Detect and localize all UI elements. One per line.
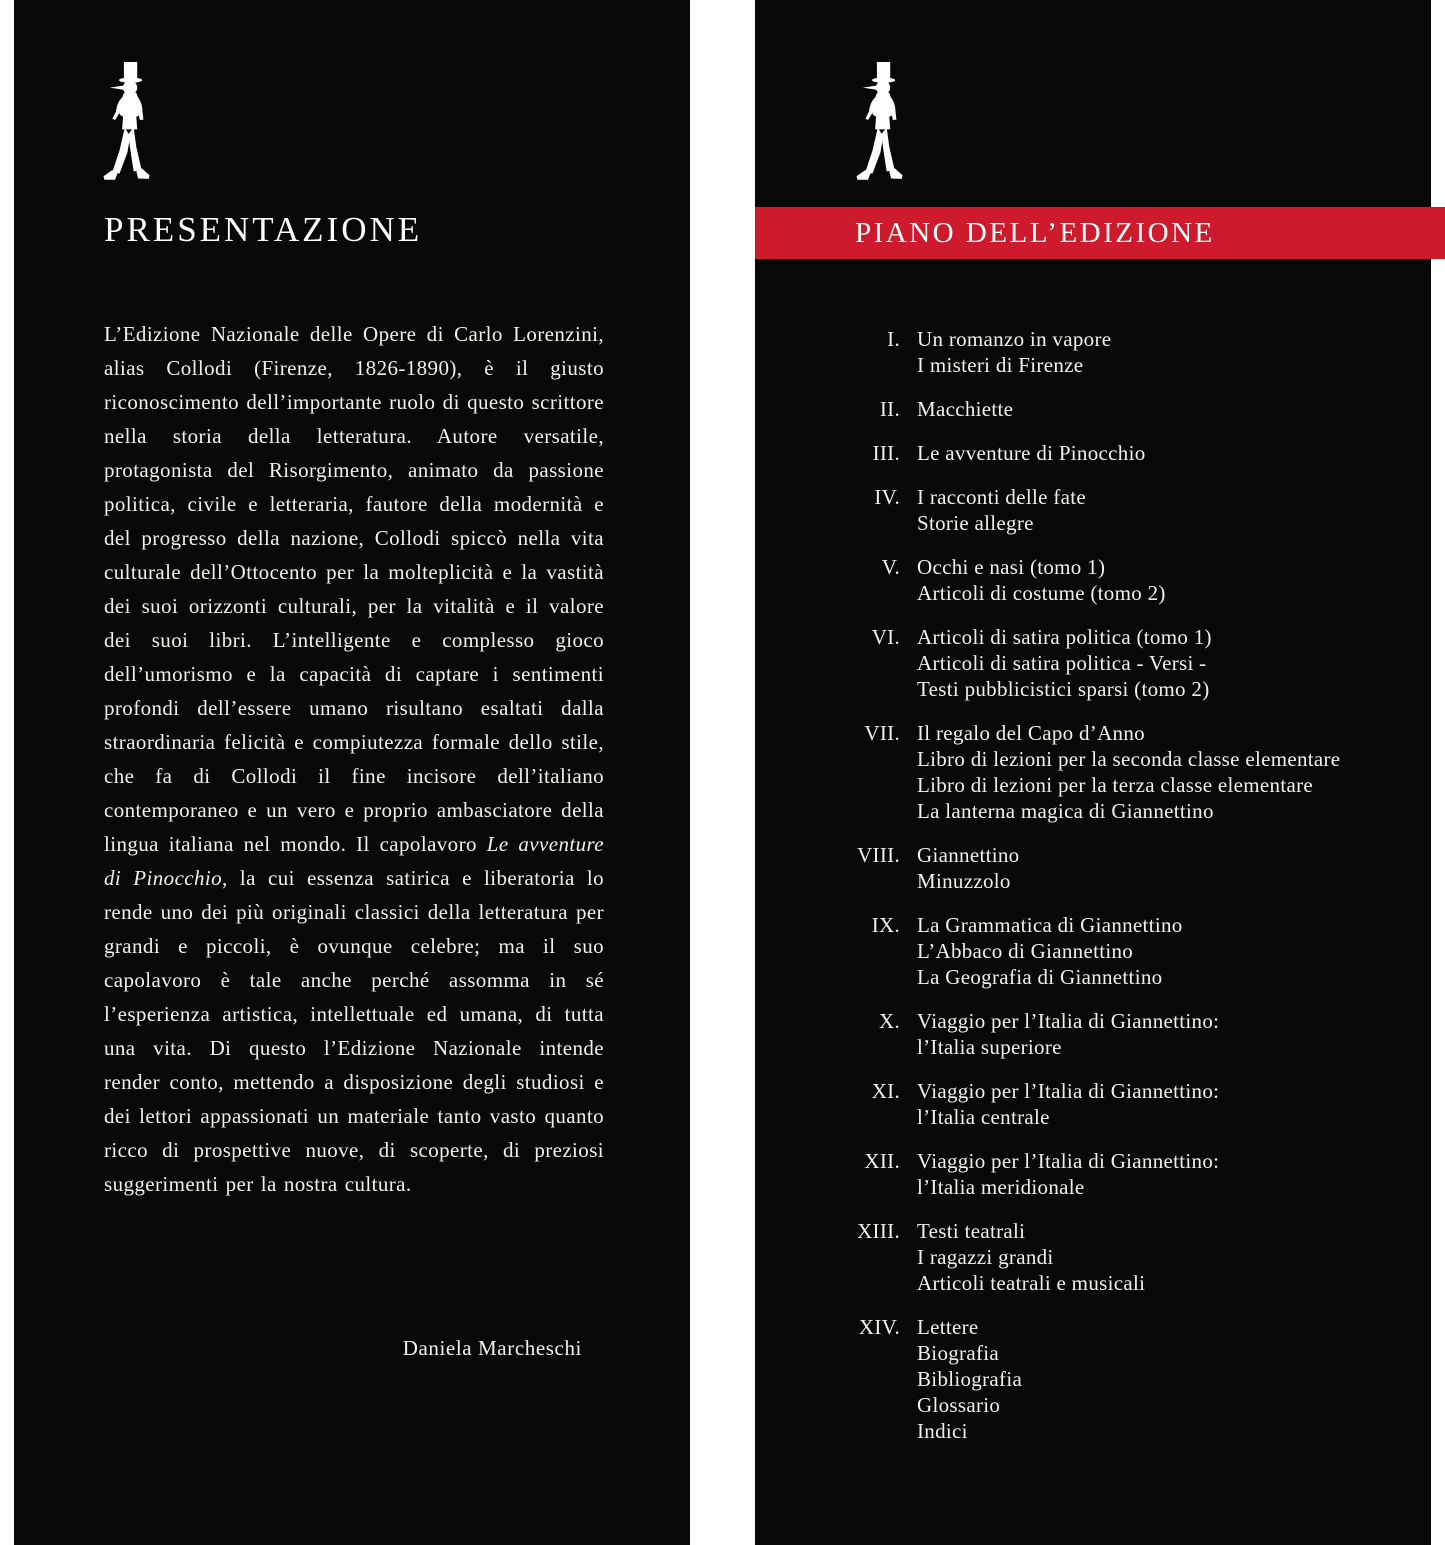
item-titles [917, 1078, 1219, 1130]
item-title-line: I racconti delle fate [917, 485, 1086, 509]
item-title-line: I misteri di Firenze [917, 353, 1084, 377]
item-titles [917, 720, 1340, 824]
item-titles [917, 842, 1019, 894]
pinocchio-silhouette-icon [853, 58, 915, 190]
item-numeral: X. [878, 1009, 900, 1033]
book-title-italic: Le avventure di Pinocchio [104, 832, 604, 890]
list-item [755, 1148, 1403, 1200]
item-titles [917, 484, 1086, 536]
list-item [755, 1008, 1403, 1060]
item-titles [917, 1008, 1219, 1060]
item-title-line: Minuzzolo [917, 869, 1011, 893]
item-numeral: VI. [871, 625, 900, 649]
item-title-line: Articoli di satira politica (tomo 1) [917, 625, 1212, 649]
item-title-line: Glossario [917, 1393, 1001, 1417]
item-title-line: Articoli di satira politica - Versi - [917, 651, 1207, 675]
list-item [755, 1078, 1403, 1130]
list-item [755, 842, 1403, 894]
item-title-line: Articoli di costume (tomo 2) [917, 581, 1166, 605]
item-numeral: XI. [871, 1079, 900, 1103]
list-item [755, 554, 1403, 606]
item-title-line: Il regalo del Capo d’Anno [917, 721, 1145, 745]
item-titles [917, 1218, 1145, 1296]
presentation-panel [14, 0, 690, 1545]
presentation-body [104, 317, 604, 1201]
list-item [755, 912, 1403, 990]
item-title-line: Lettere [917, 1315, 979, 1339]
item-titles [917, 554, 1166, 606]
edition-plan-banner [755, 207, 1445, 259]
item-title-line: l’Italia superiore [917, 1035, 1062, 1059]
item-titles [917, 1148, 1219, 1200]
item-title-line: Indici [917, 1419, 968, 1443]
list-item [755, 440, 1403, 466]
item-title-line: Giannettino [917, 843, 1020, 867]
item-title-line: Testi pubblicistici sparsi (tomo 2) [917, 677, 1210, 701]
presentation-title: PRESENTAZIONE [104, 210, 423, 249]
item-titles [917, 624, 1212, 702]
item-numeral: XIV. [858, 1315, 900, 1339]
item-title-line: l’Italia centrale [917, 1105, 1050, 1129]
list-item [755, 1314, 1403, 1444]
item-title-line: Storie allegre [917, 511, 1034, 535]
item-title-line: Libro di lezioni per la terza classe elementare [917, 773, 1313, 797]
item-numeral: XIII. [857, 1219, 900, 1243]
item-numeral: IX. [871, 913, 900, 937]
item-title-line: Viaggio per l’Italia di Giannettino: [917, 1079, 1220, 1103]
item-title-line: Articoli teatrali e musicali [917, 1271, 1146, 1295]
item-title-line: Libro di lezioni per la seconda classe elementare [917, 747, 1341, 771]
item-title-line: La Grammatica di Giannettino [917, 913, 1183, 937]
list-item [755, 624, 1403, 702]
item-title-line: I ragazzi grandi [917, 1245, 1054, 1269]
list-item [755, 720, 1403, 824]
item-numeral: IV. [874, 485, 900, 509]
item-title-line: Occhi e nasi (tomo 1) [917, 555, 1106, 579]
item-numeral: VIII. [857, 843, 900, 867]
list-item [755, 484, 1403, 536]
item-titles [917, 326, 1111, 378]
item-title-line: Biografia [917, 1341, 1000, 1365]
presentation-body-part2: , la cui essenza satirica e liberatoria lo rende uno dei più originali classici della letteratura per grandi e piccoli, è ovunque celebre; ma il suo capolavoro è tale anche perché assomma in sé l’esperienza artistica, intellettuale ed umana, di tutta una vita. Di questo l’Edizione Nazionale intende render conto, mettendo a disposizione degli studiosi e dei lettori appassionati un materiale tanto vasto quanto ricco di prospettive nuove, di scoperte, di preziosi suggerimenti per la nostra cultura. [104, 866, 604, 1196]
item-titles [917, 1314, 1022, 1444]
pinocchio-silhouette-icon [100, 58, 162, 190]
list-item [755, 396, 1403, 422]
item-title-line: La lanterna magica di Giannettino [917, 799, 1214, 823]
item-numeral: XII. [864, 1149, 900, 1173]
item-numeral: III. [872, 441, 900, 465]
item-title-line: Testi teatrali [917, 1219, 1026, 1243]
item-title-line: Macchiette [917, 397, 1014, 421]
item-titles [917, 440, 1146, 466]
item-title-line: Viaggio per l’Italia di Giannettino: [917, 1009, 1220, 1033]
author-signature: Daniela Marcheschi [402, 1336, 582, 1360]
item-numeral: VII. [864, 721, 900, 745]
presentation-body-part1: L’Edizione Nazionale delle Opere di Carlo Lorenzini, alias Collodi (Firenze, 1826-1890), è il giusto riconoscimento dell’importante ruolo di questo scrittore nella storia della letteratura. Autore versatile, protagonista del Risorgimento, animato da passione politica, civile e letteraria, fautore della modernità e del progresso della nazione, Collodi spiccò nella vita culturale dell’Ottocento per la molteplicità e la vastità dei suoi orizzonti culturali, per la vitalità e il valore dei suoi libri. L’intelligente e complesso gioco dell’umorismo e la capacità di captare i sentimenti profondi dell’essere umano risultano esaltati dalla straordinaria felicità e compiutezza formale dello stile, che fa di Collodi il fine incisore dell’italiano contemporaneo e un vero e proprio ambasciatore della lingua italiana nel mondo. Il capolavoro [104, 322, 604, 856]
item-numeral: I. [887, 327, 900, 351]
item-title-line: Viaggio per l’Italia di Giannettino: [917, 1149, 1220, 1173]
item-titles [917, 396, 1013, 422]
item-title-line: Bibliografia [917, 1367, 1023, 1391]
item-numeral: II. [879, 397, 900, 421]
item-title-line: l’Italia meridionale [917, 1175, 1085, 1199]
item-title-line: Un romanzo in vapore [917, 327, 1112, 351]
item-titles [917, 912, 1183, 990]
item-title-line: Le avventure di Pinocchio [917, 441, 1146, 465]
edition-list [755, 326, 1403, 1462]
list-item [755, 326, 1403, 378]
edition-plan-title: PIANO DELL’EDIZIONE [855, 217, 1215, 249]
item-title-line: La Geografia di Giannettino [917, 965, 1163, 989]
item-title-line: L’Abbaco di Giannettino [917, 939, 1134, 963]
list-item [755, 1218, 1403, 1296]
item-numeral: V. [881, 555, 900, 579]
